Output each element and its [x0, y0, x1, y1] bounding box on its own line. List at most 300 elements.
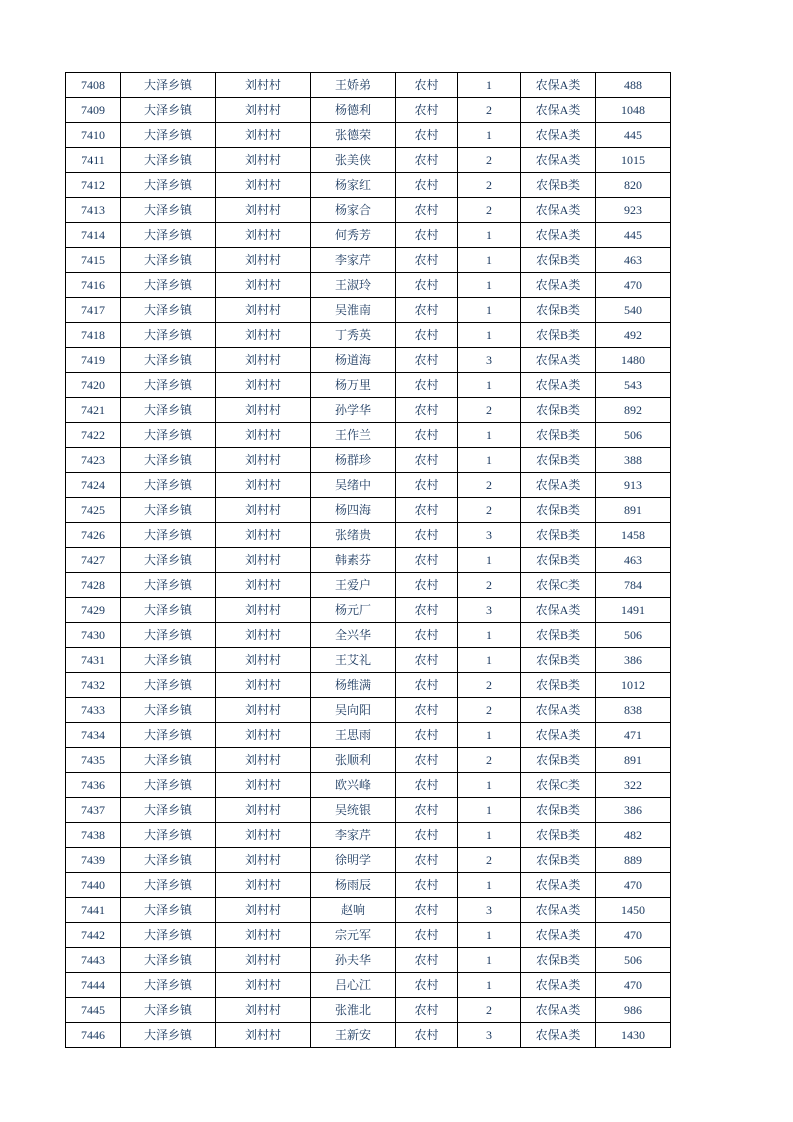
cell-person-name: 杨家合 — [311, 198, 396, 223]
cell-village: 刘村村 — [216, 123, 311, 148]
cell-amount: 322 — [596, 773, 671, 798]
cell-person-count: 2 — [458, 398, 521, 423]
cell-amount: 471 — [596, 723, 671, 748]
cell-person-count: 3 — [458, 348, 521, 373]
cell-township: 大泽乡镇 — [121, 673, 216, 698]
cell-village: 刘村村 — [216, 223, 311, 248]
cell-person-count: 2 — [458, 173, 521, 198]
cell-insurance-class: 农保C类 — [521, 573, 596, 598]
cell-person-count: 1 — [458, 773, 521, 798]
cell-township: 大泽乡镇 — [121, 823, 216, 848]
cell-amount: 1491 — [596, 598, 671, 623]
cell-insurance-class: 农保A类 — [521, 123, 596, 148]
table-row — [66, 723, 671, 748]
cell-village: 刘村村 — [216, 748, 311, 773]
cell-person-count: 1 — [458, 923, 521, 948]
cell-person-count: 3 — [458, 898, 521, 923]
table-row — [66, 798, 671, 823]
cell-person-name: 杨元厂 — [311, 598, 396, 623]
cell-township: 大泽乡镇 — [121, 998, 216, 1023]
cell-insurance-class: 农保B类 — [521, 823, 596, 848]
cell-id: 7438 — [66, 823, 121, 848]
cell-person-count: 1 — [458, 648, 521, 673]
cell-person-name: 赵响 — [311, 898, 396, 923]
table-row — [66, 848, 671, 873]
table-row — [66, 673, 671, 698]
cell-township: 大泽乡镇 — [121, 748, 216, 773]
cell-insurance-class: 农保A类 — [521, 1023, 596, 1048]
cell-residence-type: 农村 — [396, 698, 458, 723]
cell-village: 刘村村 — [216, 923, 311, 948]
cell-id: 7408 — [66, 73, 121, 98]
cell-id: 7436 — [66, 773, 121, 798]
cell-amount: 488 — [596, 73, 671, 98]
cell-id: 7424 — [66, 473, 121, 498]
cell-township: 大泽乡镇 — [121, 548, 216, 573]
table-row — [66, 748, 671, 773]
cell-person-name: 欧兴峰 — [311, 773, 396, 798]
cell-person-count: 1 — [458, 823, 521, 848]
cell-person-name: 张顺利 — [311, 748, 396, 773]
cell-person-count: 3 — [458, 523, 521, 548]
cell-id: 7444 — [66, 973, 121, 998]
cell-id: 7412 — [66, 173, 121, 198]
cell-insurance-class: 农保A类 — [521, 223, 596, 248]
cell-person-name: 李家芹 — [311, 248, 396, 273]
subsidy-roster-table — [65, 72, 671, 1048]
cell-residence-type: 农村 — [396, 873, 458, 898]
cell-person-name: 王艾礼 — [311, 648, 396, 673]
cell-person-count: 1 — [458, 323, 521, 348]
cell-amount: 445 — [596, 223, 671, 248]
cell-residence-type: 农村 — [396, 148, 458, 173]
cell-id: 7409 — [66, 98, 121, 123]
cell-insurance-class: 农保B类 — [521, 523, 596, 548]
cell-amount: 1012 — [596, 673, 671, 698]
cell-id: 7443 — [66, 948, 121, 973]
table-row — [66, 98, 671, 123]
cell-person-count: 1 — [458, 423, 521, 448]
cell-residence-type: 农村 — [396, 323, 458, 348]
table-row — [66, 298, 671, 323]
cell-township: 大泽乡镇 — [121, 498, 216, 523]
table-row — [66, 923, 671, 948]
cell-insurance-class: 农保B类 — [521, 848, 596, 873]
table-row — [66, 423, 671, 448]
cell-id: 7416 — [66, 273, 121, 298]
cell-id: 7431 — [66, 648, 121, 673]
cell-person-name: 王新安 — [311, 1023, 396, 1048]
cell-township: 大泽乡镇 — [121, 598, 216, 623]
cell-person-count: 1 — [458, 973, 521, 998]
cell-township: 大泽乡镇 — [121, 348, 216, 373]
cell-residence-type: 农村 — [396, 498, 458, 523]
cell-id: 7420 — [66, 373, 121, 398]
cell-person-name: 吴向阳 — [311, 698, 396, 723]
cell-person-name: 杨维满 — [311, 673, 396, 698]
cell-person-count: 1 — [458, 723, 521, 748]
table-row — [66, 348, 671, 373]
cell-insurance-class: 农保A类 — [521, 373, 596, 398]
table-row — [66, 323, 671, 348]
cell-insurance-class: 农保B类 — [521, 248, 596, 273]
table-row — [66, 198, 671, 223]
cell-amount: 386 — [596, 798, 671, 823]
cell-person-name: 王淑玲 — [311, 273, 396, 298]
cell-amount: 470 — [596, 873, 671, 898]
cell-person-name: 何秀芳 — [311, 223, 396, 248]
cell-person-name: 杨万里 — [311, 373, 396, 398]
cell-amount: 1458 — [596, 523, 671, 548]
cell-amount: 820 — [596, 173, 671, 198]
cell-person-count: 1 — [458, 248, 521, 273]
cell-id: 7414 — [66, 223, 121, 248]
cell-residence-type: 农村 — [396, 123, 458, 148]
cell-person-name: 宗元军 — [311, 923, 396, 948]
table-row — [66, 823, 671, 848]
cell-insurance-class: 农保A类 — [521, 973, 596, 998]
cell-residence-type: 农村 — [396, 523, 458, 548]
cell-township: 大泽乡镇 — [121, 523, 216, 548]
cell-residence-type: 农村 — [396, 73, 458, 98]
cell-residence-type: 农村 — [396, 773, 458, 798]
cell-insurance-class: 农保A类 — [521, 148, 596, 173]
cell-village: 刘村村 — [216, 273, 311, 298]
cell-village: 刘村村 — [216, 398, 311, 423]
cell-person-count: 1 — [458, 223, 521, 248]
cell-residence-type: 农村 — [396, 348, 458, 373]
cell-village: 刘村村 — [216, 648, 311, 673]
cell-person-count: 2 — [458, 848, 521, 873]
cell-township: 大泽乡镇 — [121, 173, 216, 198]
cell-id: 7429 — [66, 598, 121, 623]
cell-person-name: 王作兰 — [311, 423, 396, 448]
cell-person-count: 2 — [458, 473, 521, 498]
cell-township: 大泽乡镇 — [121, 623, 216, 648]
cell-residence-type: 农村 — [396, 673, 458, 698]
cell-village: 刘村村 — [216, 823, 311, 848]
cell-id: 7422 — [66, 423, 121, 448]
cell-person-count: 2 — [458, 148, 521, 173]
cell-id: 7413 — [66, 198, 121, 223]
cell-village: 刘村村 — [216, 198, 311, 223]
cell-id: 7425 — [66, 498, 121, 523]
cell-village: 刘村村 — [216, 498, 311, 523]
cell-residence-type: 农村 — [396, 923, 458, 948]
cell-residence-type: 农村 — [396, 273, 458, 298]
cell-amount: 470 — [596, 973, 671, 998]
cell-id: 7442 — [66, 923, 121, 948]
cell-village: 刘村村 — [216, 348, 311, 373]
cell-township: 大泽乡镇 — [121, 973, 216, 998]
cell-id: 7423 — [66, 448, 121, 473]
cell-township: 大泽乡镇 — [121, 198, 216, 223]
cell-residence-type: 农村 — [396, 848, 458, 873]
cell-id: 7419 — [66, 348, 121, 373]
cell-amount: 388 — [596, 448, 671, 473]
cell-township: 大泽乡镇 — [121, 473, 216, 498]
cell-village: 刘村村 — [216, 448, 311, 473]
cell-insurance-class: 农保B类 — [521, 748, 596, 773]
table-row — [66, 448, 671, 473]
cell-person-name: 杨家红 — [311, 173, 396, 198]
cell-village: 刘村村 — [216, 73, 311, 98]
cell-id: 7411 — [66, 148, 121, 173]
cell-person-count: 2 — [458, 498, 521, 523]
cell-residence-type: 农村 — [396, 598, 458, 623]
cell-person-name: 丁秀英 — [311, 323, 396, 348]
cell-insurance-class: 农保A类 — [521, 723, 596, 748]
cell-person-name: 张德荣 — [311, 123, 396, 148]
cell-insurance-class: 农保B类 — [521, 448, 596, 473]
cell-village: 刘村村 — [216, 473, 311, 498]
cell-person-name: 杨道海 — [311, 348, 396, 373]
table-row — [66, 498, 671, 523]
cell-amount: 891 — [596, 748, 671, 773]
cell-village: 刘村村 — [216, 773, 311, 798]
cell-residence-type: 农村 — [396, 823, 458, 848]
cell-amount: 892 — [596, 398, 671, 423]
cell-township: 大泽乡镇 — [121, 298, 216, 323]
cell-residence-type: 农村 — [396, 98, 458, 123]
cell-amount: 463 — [596, 248, 671, 273]
cell-person-name: 孙夫华 — [311, 948, 396, 973]
cell-amount: 891 — [596, 498, 671, 523]
cell-insurance-class: 农保B类 — [521, 173, 596, 198]
cell-id: 7427 — [66, 548, 121, 573]
cell-village: 刘村村 — [216, 998, 311, 1023]
cell-amount: 1450 — [596, 898, 671, 923]
table-row — [66, 1023, 671, 1048]
cell-township: 大泽乡镇 — [121, 73, 216, 98]
cell-residence-type: 农村 — [396, 623, 458, 648]
cell-person-name: 王娇弟 — [311, 73, 396, 98]
cell-amount: 1048 — [596, 98, 671, 123]
cell-village: 刘村村 — [216, 248, 311, 273]
cell-person-name: 张绪贵 — [311, 523, 396, 548]
cell-amount: 506 — [596, 948, 671, 973]
cell-township: 大泽乡镇 — [121, 398, 216, 423]
cell-person-count: 1 — [458, 873, 521, 898]
cell-township: 大泽乡镇 — [121, 898, 216, 923]
cell-id: 7445 — [66, 998, 121, 1023]
cell-amount: 470 — [596, 923, 671, 948]
cell-residence-type: 农村 — [396, 723, 458, 748]
cell-residence-type: 农村 — [396, 973, 458, 998]
cell-amount: 1480 — [596, 348, 671, 373]
cell-residence-type: 农村 — [396, 298, 458, 323]
table-row — [66, 73, 671, 98]
cell-residence-type: 农村 — [396, 798, 458, 823]
cell-person-count: 2 — [458, 698, 521, 723]
cell-village: 刘村村 — [216, 98, 311, 123]
cell-village: 刘村村 — [216, 898, 311, 923]
cell-residence-type: 农村 — [396, 998, 458, 1023]
table-row — [66, 648, 671, 673]
cell-amount: 543 — [596, 373, 671, 398]
cell-person-name: 李家芹 — [311, 823, 396, 848]
cell-village: 刘村村 — [216, 1023, 311, 1048]
cell-village: 刘村村 — [216, 148, 311, 173]
cell-person-name: 杨四海 — [311, 498, 396, 523]
table-row — [66, 573, 671, 598]
cell-insurance-class: 农保B类 — [521, 498, 596, 523]
cell-township: 大泽乡镇 — [121, 223, 216, 248]
cell-residence-type: 农村 — [396, 573, 458, 598]
cell-residence-type: 农村 — [396, 423, 458, 448]
cell-insurance-class: 农保B类 — [521, 298, 596, 323]
table-row — [66, 173, 671, 198]
cell-person-count: 1 — [458, 448, 521, 473]
cell-insurance-class: 农保B类 — [521, 798, 596, 823]
cell-township: 大泽乡镇 — [121, 373, 216, 398]
table-row — [66, 873, 671, 898]
cell-person-name: 全兴华 — [311, 623, 396, 648]
cell-insurance-class: 农保A类 — [521, 98, 596, 123]
cell-person-count: 2 — [458, 573, 521, 598]
cell-person-name: 杨雨辰 — [311, 873, 396, 898]
cell-township: 大泽乡镇 — [121, 873, 216, 898]
cell-insurance-class: 农保A类 — [521, 198, 596, 223]
cell-person-count: 2 — [458, 198, 521, 223]
cell-person-count: 1 — [458, 298, 521, 323]
cell-residence-type: 农村 — [396, 548, 458, 573]
cell-township: 大泽乡镇 — [121, 273, 216, 298]
cell-person-name: 张淮北 — [311, 998, 396, 1023]
cell-residence-type: 农村 — [396, 223, 458, 248]
cell-township: 大泽乡镇 — [121, 923, 216, 948]
cell-person-count: 1 — [458, 548, 521, 573]
cell-township: 大泽乡镇 — [121, 773, 216, 798]
cell-person-name: 吴绪中 — [311, 473, 396, 498]
cell-township: 大泽乡镇 — [121, 573, 216, 598]
cell-township: 大泽乡镇 — [121, 448, 216, 473]
cell-village: 刘村村 — [216, 298, 311, 323]
cell-amount: 386 — [596, 648, 671, 673]
cell-residence-type: 农村 — [396, 898, 458, 923]
cell-residence-type: 农村 — [396, 448, 458, 473]
cell-insurance-class: 农保B类 — [521, 323, 596, 348]
cell-village: 刘村村 — [216, 673, 311, 698]
cell-person-count: 1 — [458, 373, 521, 398]
cell-insurance-class: 农保A类 — [521, 598, 596, 623]
cell-id: 7417 — [66, 298, 121, 323]
cell-amount: 445 — [596, 123, 671, 148]
cell-insurance-class: 农保C类 — [521, 773, 596, 798]
cell-amount: 784 — [596, 573, 671, 598]
table-row — [66, 773, 671, 798]
cell-township: 大泽乡镇 — [121, 948, 216, 973]
cell-amount: 1015 — [596, 148, 671, 173]
cell-township: 大泽乡镇 — [121, 423, 216, 448]
cell-township: 大泽乡镇 — [121, 698, 216, 723]
cell-id: 7415 — [66, 248, 121, 273]
cell-insurance-class: 农保B类 — [521, 673, 596, 698]
table-row — [66, 148, 671, 173]
cell-township: 大泽乡镇 — [121, 148, 216, 173]
cell-id: 7435 — [66, 748, 121, 773]
cell-village: 刘村村 — [216, 848, 311, 873]
table-row — [66, 948, 671, 973]
cell-insurance-class: 农保A类 — [521, 923, 596, 948]
cell-amount: 986 — [596, 998, 671, 1023]
cell-village: 刘村村 — [216, 173, 311, 198]
table-row — [66, 473, 671, 498]
table-row — [66, 998, 671, 1023]
cell-insurance-class: 农保A类 — [521, 998, 596, 1023]
table-row — [66, 598, 671, 623]
cell-residence-type: 农村 — [396, 648, 458, 673]
cell-person-name: 杨德利 — [311, 98, 396, 123]
table-row — [66, 898, 671, 923]
cell-amount: 540 — [596, 298, 671, 323]
cell-residence-type: 农村 — [396, 173, 458, 198]
cell-residence-type: 农村 — [396, 748, 458, 773]
cell-id: 7432 — [66, 673, 121, 698]
cell-insurance-class: 农保B类 — [521, 548, 596, 573]
cell-village: 刘村村 — [216, 798, 311, 823]
cell-person-count: 2 — [458, 98, 521, 123]
cell-insurance-class: 农保A类 — [521, 873, 596, 898]
table-row — [66, 373, 671, 398]
cell-person-name: 吕心江 — [311, 973, 396, 998]
cell-insurance-class: 农保B类 — [521, 398, 596, 423]
cell-village: 刘村村 — [216, 723, 311, 748]
cell-id: 7428 — [66, 573, 121, 598]
cell-amount: 889 — [596, 848, 671, 873]
cell-township: 大泽乡镇 — [121, 723, 216, 748]
table-row — [66, 273, 671, 298]
cell-insurance-class: 农保A类 — [521, 73, 596, 98]
table-row — [66, 223, 671, 248]
cell-township: 大泽乡镇 — [121, 248, 216, 273]
cell-township: 大泽乡镇 — [121, 123, 216, 148]
cell-amount: 838 — [596, 698, 671, 723]
cell-residence-type: 农村 — [396, 373, 458, 398]
cell-insurance-class: 农保B类 — [521, 948, 596, 973]
cell-id: 7437 — [66, 798, 121, 823]
table-row — [66, 973, 671, 998]
table-body — [66, 73, 671, 1048]
cell-person-name: 杨群珍 — [311, 448, 396, 473]
cell-id: 7446 — [66, 1023, 121, 1048]
cell-township: 大泽乡镇 — [121, 1023, 216, 1048]
cell-village: 刘村村 — [216, 623, 311, 648]
table-row — [66, 698, 671, 723]
cell-amount: 492 — [596, 323, 671, 348]
cell-id: 7433 — [66, 698, 121, 723]
cell-residence-type: 农村 — [396, 198, 458, 223]
cell-id: 7430 — [66, 623, 121, 648]
cell-township: 大泽乡镇 — [121, 98, 216, 123]
cell-residence-type: 农村 — [396, 1023, 458, 1048]
cell-id: 7410 — [66, 123, 121, 148]
cell-residence-type: 农村 — [396, 398, 458, 423]
cell-insurance-class: 农保A类 — [521, 273, 596, 298]
cell-village: 刘村村 — [216, 548, 311, 573]
table-row — [66, 398, 671, 423]
cell-person-name: 孙学华 — [311, 398, 396, 423]
cell-person-name: 张美侠 — [311, 148, 396, 173]
cell-person-count: 1 — [458, 798, 521, 823]
table-row — [66, 248, 671, 273]
cell-person-count: 3 — [458, 1023, 521, 1048]
table-row — [66, 123, 671, 148]
cell-village: 刘村村 — [216, 598, 311, 623]
cell-person-count: 1 — [458, 273, 521, 298]
cell-person-name: 王爱户 — [311, 573, 396, 598]
cell-residence-type: 农村 — [396, 473, 458, 498]
